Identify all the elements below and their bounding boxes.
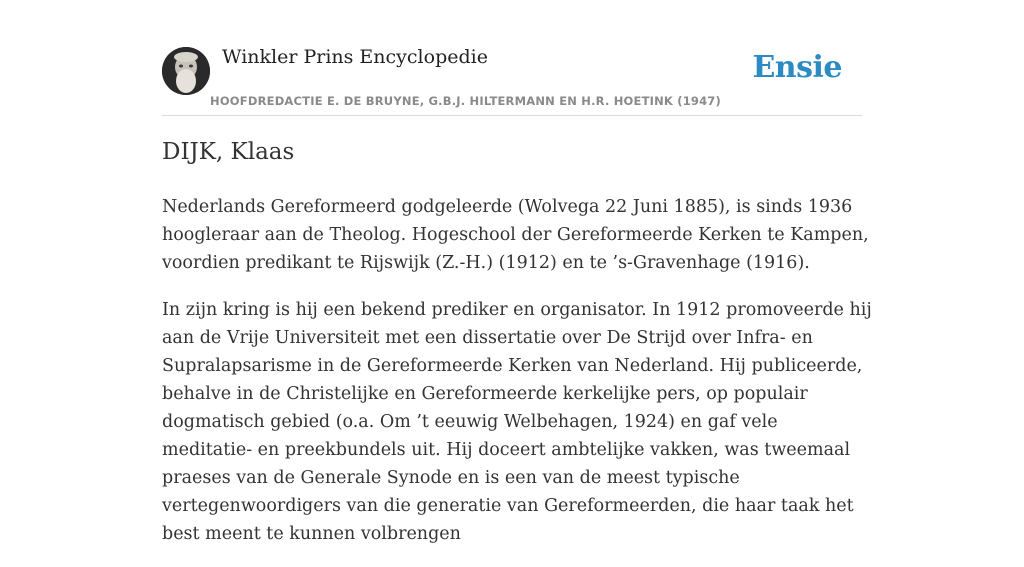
site-header — [162, 44, 862, 116]
article-body — [162, 193, 872, 567]
article-paragraph-2: In zijn kring is hij een bekend prediker en organisator. In 1912 promoveerde hij aan de Vrije Universiteit met een dissertatie over De Strijd over Infra- en Supralapsarisme in de Gereformeerde Kerken van Nederland. Hij publiceerde, behalve in de Christelijke en Gereformeerde kerkelijke pers, op populair dogmatisch gebied (o.a. Om ’t eeuwig Welbehagen, 1924) en gaf vele meditatie- en preekbundels uit. Hij doceert ambtelijke vakken, was tweemaal praeses van de Generale Synode en is een van de meest typische vertegenwoordigers van die generatie van Gereformeerden, die haar taak het best meent te kunnen volbrengen — [162, 300, 872, 544]
site-title: Winkler Prins Encyclopedie — [222, 46, 488, 68]
editor-portrait-avatar — [162, 47, 210, 95]
article-paragraph-1: Nederlands Gereformeerd godgeleerde (Wolvega 22 Juni 1885), is sinds 1936 hoogleraar aan de Theolog. Hogeschool der Gereformeerde Kerken te Kampen, voordien predikant te Rijswijk (Z.-H.) (1912) en te ’s-Gravenhage (1916). — [162, 197, 869, 273]
editors-subtitle: HOOFDREDACTIE E. DE BRUYNE, G.B.J. HILTERMANN EN H.R. HOETINK (1947) — [210, 94, 721, 108]
ensie-logo-link[interactable]: Ensie — [752, 50, 842, 85]
article-title: DIJK, Klaas — [162, 139, 295, 165]
